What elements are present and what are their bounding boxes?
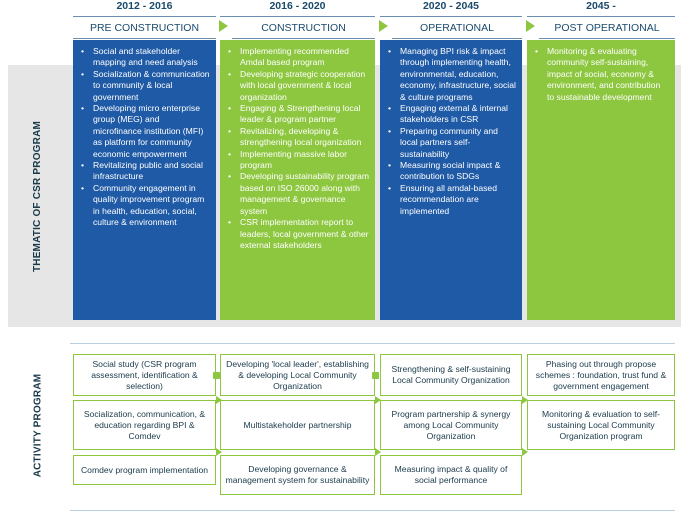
arrow-right-icon xyxy=(216,448,222,456)
activity-side-label xyxy=(8,345,68,505)
thematic-item: • Social and stakeholder mapping and need analysis xyxy=(89,46,210,69)
thematic-item: • Managing BPI risk & impact through implementing health, environmental, education, economy, infrastructure, social & culture programs xyxy=(396,46,516,103)
activity-text: Measuring impact & quality of social performance xyxy=(394,464,508,485)
activity-box xyxy=(73,354,216,396)
activity-box xyxy=(73,400,216,450)
phase-3-year-line xyxy=(380,16,522,17)
activity-box xyxy=(380,455,522,495)
thematic-item: • Developing micro enterprise group (MEG) and microfinance institution (MFI) as platform for community economic empowerment xyxy=(89,103,210,160)
phase-1-title: PRE CONSTRUCTION xyxy=(73,22,216,39)
activity-box xyxy=(220,400,375,450)
thematic-item: • Developing strategic cooperation with local government & local organization xyxy=(236,69,369,103)
phase-2-year-line xyxy=(220,16,375,17)
activity-label-text: ACTIVITY PROGRAM xyxy=(32,373,44,477)
thematic-item: • Implementing massive labor program xyxy=(236,149,369,172)
phase-2-years: 2016 - 2020 xyxy=(269,0,326,12)
arrow-right-icon xyxy=(216,396,222,404)
activity-box xyxy=(527,400,675,450)
arrow-right-icon xyxy=(375,396,381,404)
connector-icon xyxy=(213,372,220,379)
thematic-item: • CSR implementation report to leaders, local government & other external stakeholders xyxy=(236,217,369,251)
thematic-item: • Revitalizing public and social infrastructure xyxy=(89,160,210,183)
thematic-item: • Revitalizing, developing & strengthening local organization xyxy=(236,126,369,149)
connector-icon xyxy=(372,372,379,379)
thematic-item: • Engaging external & internal stakeholders in CSR xyxy=(396,103,516,126)
phase-arrow-icon xyxy=(526,20,535,32)
activity-text: Multistakeholder partnership xyxy=(243,419,352,430)
activity-text: Strengthening & self-sustaining Local Community Organization xyxy=(391,364,511,385)
thematic-item: • Monitoring & evaluating community self-sustaining, impact of social, economy & environment, and contribution to sustainable development xyxy=(543,46,669,103)
phase-arrow-icon xyxy=(219,20,228,32)
phase-4-year-line xyxy=(527,16,675,17)
phase-4-years: 2045 - xyxy=(586,0,616,12)
activity-text: Phasing out through propose schemes : foundation, trust fund & government engagement xyxy=(535,358,667,391)
phase-2-title: CONSTRUCTION xyxy=(232,22,375,39)
phase-arrow-icon xyxy=(379,20,388,32)
activity-box xyxy=(220,455,375,495)
phase-4-thematic-column xyxy=(527,40,675,320)
thematic-item: • Measuring social impact & contribution to SDGs xyxy=(396,160,516,183)
activity-box xyxy=(73,455,216,485)
phase-1-years: 2012 - 2016 xyxy=(116,0,173,12)
thematic-item: • Implementing recommended Amdal based program xyxy=(236,46,369,69)
phase-1-thematic-column xyxy=(73,40,216,320)
phase-2-thematic-column xyxy=(220,40,375,320)
activity-box xyxy=(380,354,522,396)
thematic-item: • Socialization & communication to community & local government xyxy=(89,69,210,103)
thematic-item: • Developing sustainability program based on ISO 26000 along with management & governance system xyxy=(236,171,369,217)
activity-box xyxy=(380,400,522,450)
activity-text: Program partnership & synergy among Local Community Organization xyxy=(391,408,511,441)
thematic-item: • Engaging & Strengthening local leader & program partner xyxy=(236,103,369,126)
phase-4-title: POST OPERATIONAL xyxy=(539,22,675,39)
phase-1-year-line xyxy=(73,16,216,17)
phase-3-years: 2020 - 2045 xyxy=(422,0,480,12)
activity-text: Social study (CSR program assessment, identification & selection) xyxy=(91,358,198,391)
thematic-label-text: THEMATIC OF CSR PROGRAM xyxy=(32,120,44,272)
activity-text: Comdev program implementation xyxy=(80,464,209,475)
activity-text: Monitoring & evaluation to self-sustaining Local Community Organization program xyxy=(542,408,660,441)
activity-text: Socialization, communication, & education regarding BPI & Comdev xyxy=(83,408,206,441)
arrow-right-icon xyxy=(375,448,381,456)
thematic-side-label xyxy=(8,65,68,327)
activity-top-divider xyxy=(70,343,675,344)
phase-3-title: OPERATIONAL xyxy=(392,22,522,39)
activity-box xyxy=(220,354,375,396)
arrow-right-icon xyxy=(522,448,528,456)
activity-box xyxy=(527,354,675,396)
arrow-right-icon xyxy=(522,396,528,404)
thematic-item: • Ensuring all amdal-based recommendation are implemented xyxy=(396,183,516,217)
thematic-item: • Preparing community and local partners self-sustainability xyxy=(396,126,516,160)
phase-3-thematic-column xyxy=(380,40,522,320)
activity-text: Developing governance & management system for sustainability xyxy=(225,464,370,485)
activity-text: Developing 'local leader', establishing & developing Local Community Organization xyxy=(226,358,369,391)
activity-bottom-divider xyxy=(70,510,675,511)
thematic-item: • Community engagement in quality improvement program in health, education, social, culture & environment xyxy=(89,183,210,229)
